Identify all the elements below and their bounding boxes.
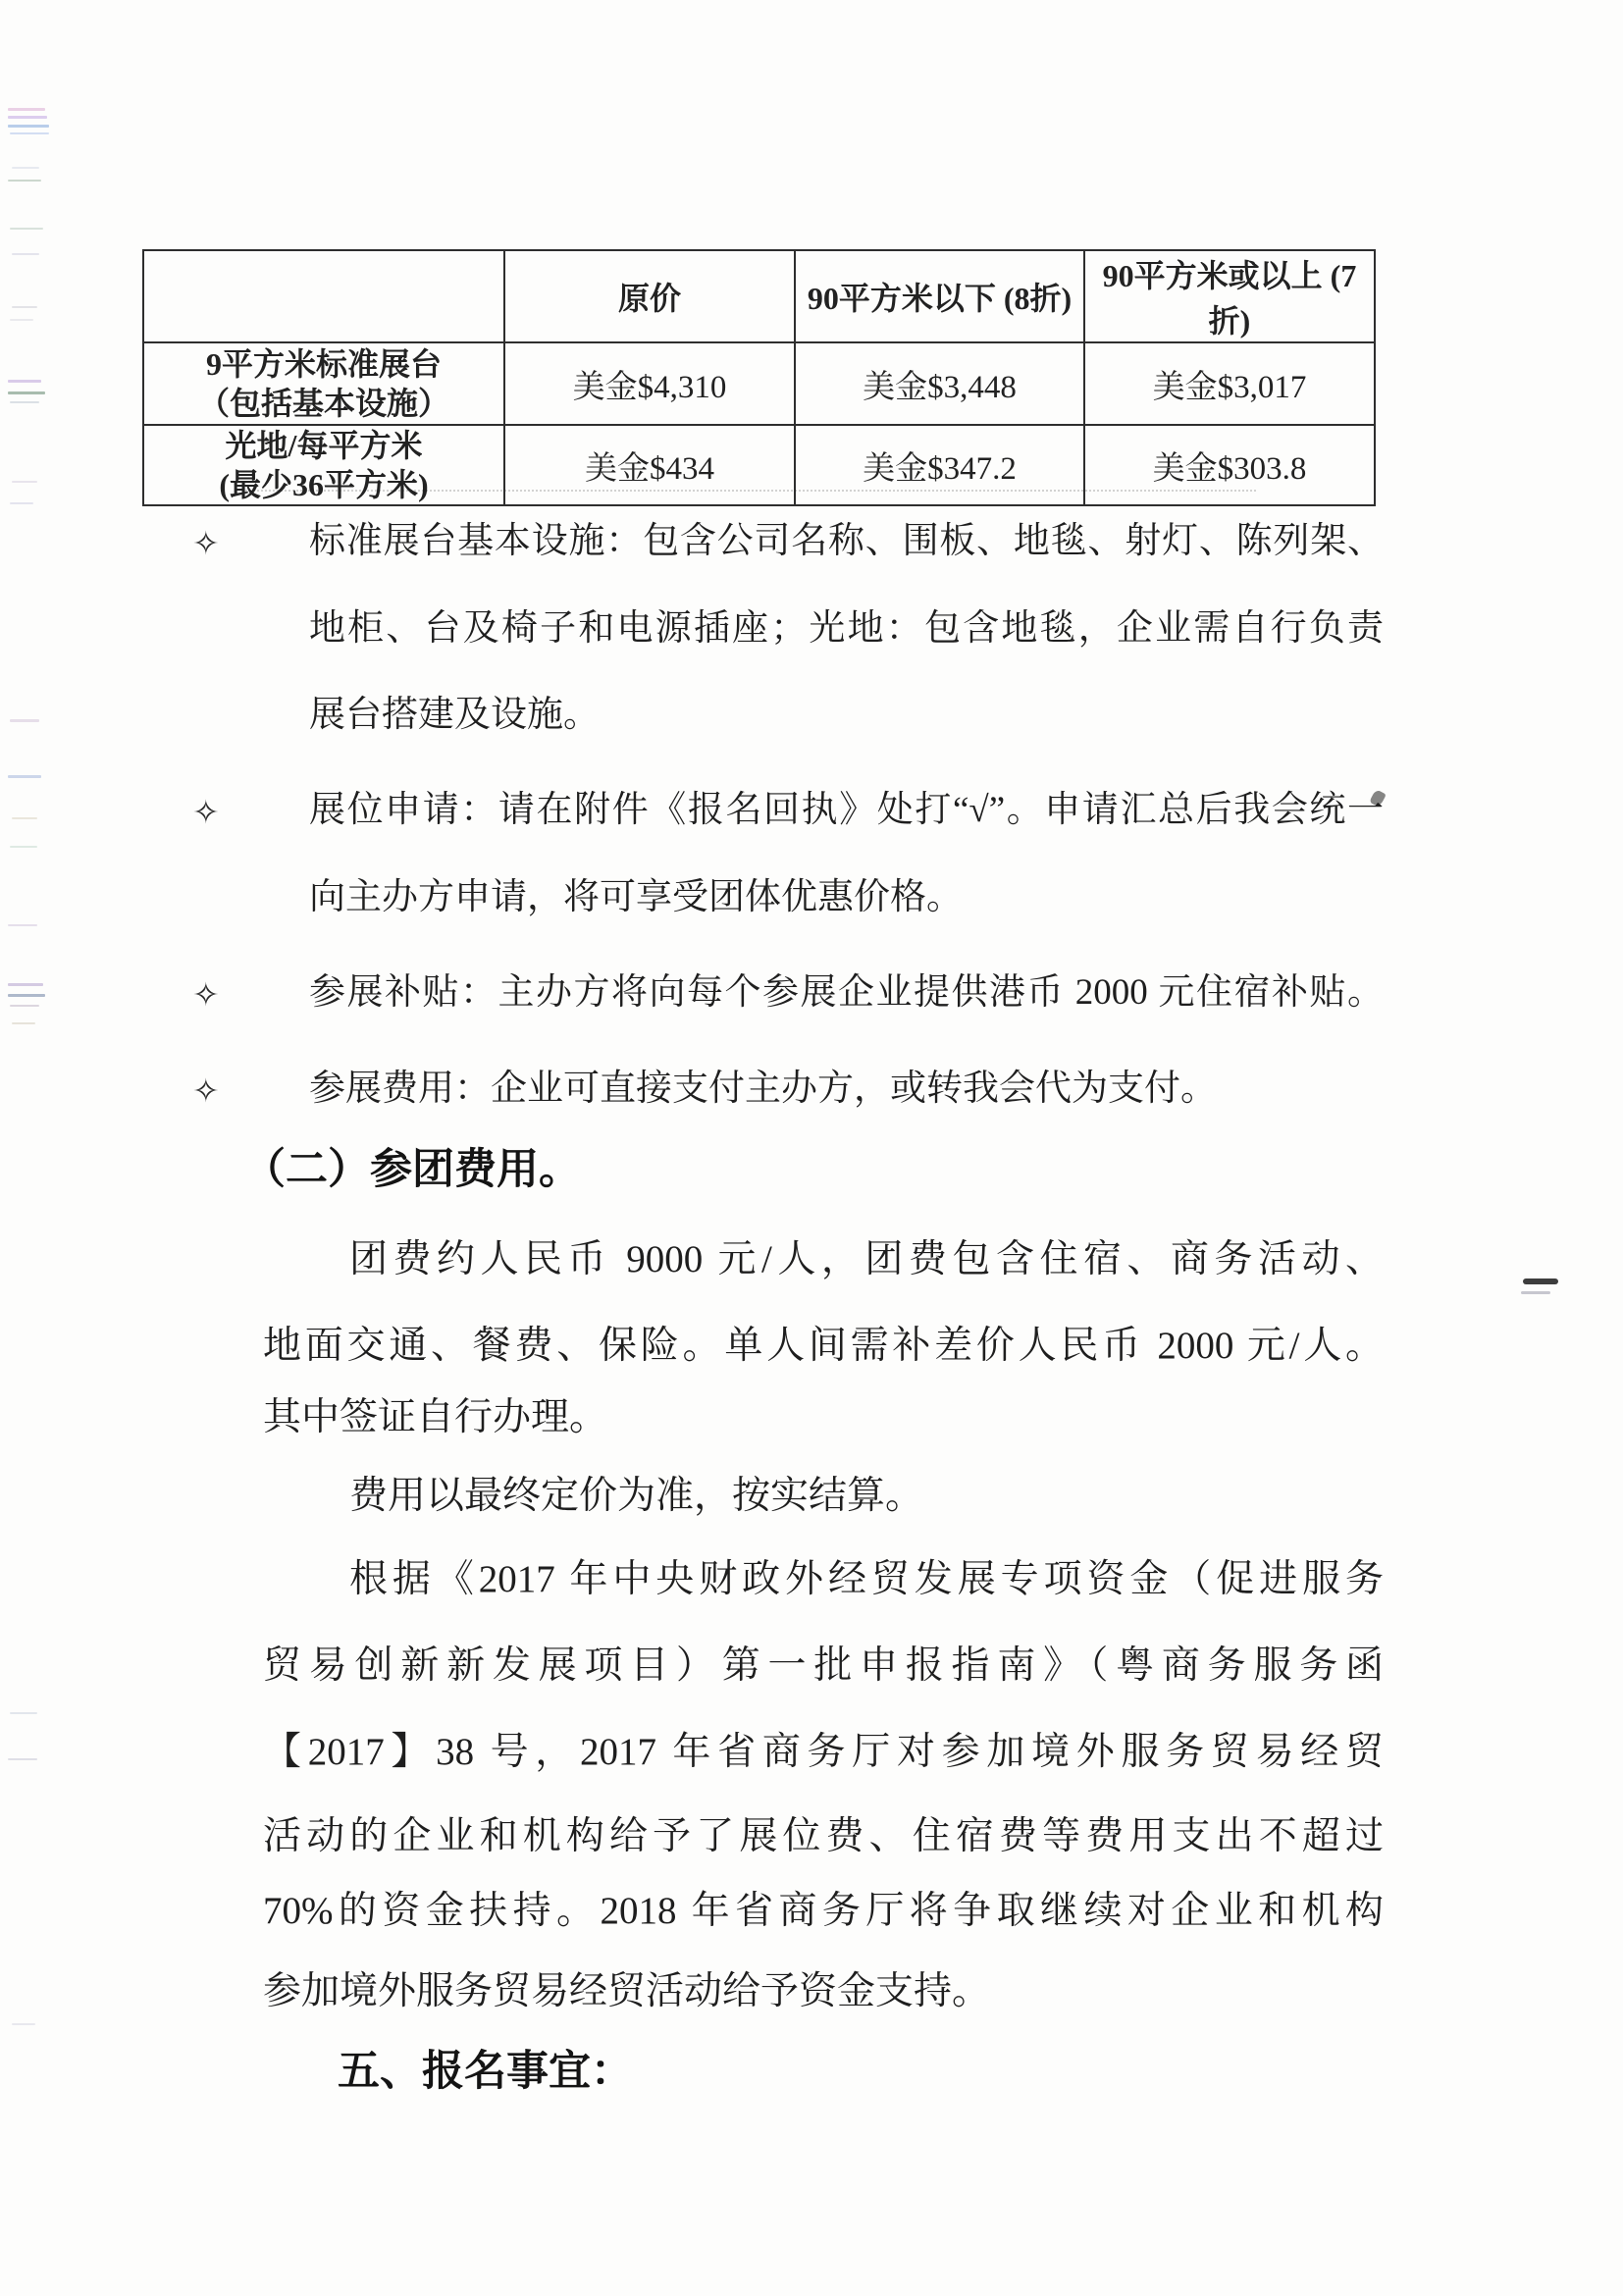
fee-paragraph-line1: 团费约人民币 9000 元/人，团费包含住宿、商务活动、 [349,1238,1384,1280]
header-cell-over-90sqm: 90平方米或以上 (7折) [1084,250,1375,342]
bullet-booth-application-line1: 展位申请：请在附件《报名回执》处打“√”。申请汇总后我会统一 [309,790,1384,830]
scan-artifact [12,167,39,169]
bullet-diamond-icon: ✧ [192,524,220,562]
table-row-raw-space [143,425,1375,505]
scan-artifact [8,983,43,986]
scan-artifact [10,132,49,134]
policy-paragraph-line3: 【2017】38 号，2017 年省商务厅对参加境外服务贸易经贸 [263,1731,1384,1773]
scan-artifact [8,116,47,119]
row-label-line1: 光地/每平方米 [225,428,423,463]
table-row-standard-booth [143,342,1375,425]
scan-artifact [10,228,43,230]
bullet-booth-application-line2: 向主办方申请，将可享受团体优惠价格。 [309,877,963,917]
cell-value: 美金$434 [504,425,795,505]
cell-value: 美金$4,310 [504,342,795,425]
table-header-row [143,250,1375,342]
policy-paragraph-line5: 70%的资金扶持。2018 年省商务厅将争取继续对企业和机构 [263,1890,1384,1932]
scan-artifact [12,253,39,255]
scan-artifact [8,108,45,111]
row-label-line2: （包括基本设施） [197,386,449,421]
scan-artifact [8,924,37,926]
bullet-payment-line: 参展费用：企业可直接支付主办方，或转我会代为支付。 [309,1069,1217,1109]
scan-artifact [10,1005,39,1007]
scan-artifact [10,319,33,321]
policy-paragraph-line4: 活动的企业和机构给予了展位费、住宿费等费用支出不超过 [263,1815,1384,1857]
scan-artifact [12,306,37,308]
scan-artifact [12,2023,35,2025]
header-cell-original-price: 原价 [504,250,795,342]
policy-paragraph-line6: 参加境外服务贸易经贸活动给予资金支持。 [263,1970,991,2012]
scan-mark-dash [1523,1278,1558,1284]
cell-value: 美金$3,017 [1084,342,1375,425]
bullet-subsidy-line: 参展补贴：主办方将向每个参展企业提供港币 2000 元住宿补贴。 [309,972,1384,1013]
cell-value: 美金$347.2 [795,425,1084,505]
scan-artifact [12,1022,35,1024]
scan-artifact [12,481,37,483]
section-heading-group-fee: （二）参团费用。 [243,1147,581,1193]
cell-value: 美金$303.8 [1084,425,1375,505]
header-cell-empty [143,250,504,342]
scan-artifact [10,846,37,848]
fee-settlement-line: 费用以最终定价为准，按实结算。 [349,1475,924,1517]
bullet-booth-facilities-line3: 展台搭建及设施。 [309,695,600,735]
scan-artifact [8,775,41,778]
scan-artifact [8,180,41,182]
policy-paragraph-line1: 根据《2017 年中央财政外经贸发展专项资金（促进服务 [349,1558,1384,1600]
bullet-diamond-icon: ✧ [192,1071,220,1110]
scan-artifact [10,401,39,403]
row-label-standard-booth [143,342,504,425]
scan-artifact [10,502,33,504]
cell-value: 美金$3,448 [795,342,1084,425]
scan-artifact [8,994,45,997]
scan-artifact [8,1758,37,1760]
policy-paragraph-line2: 贸易创新新发展项目）第一批申报指南》（粤商务服务函 [263,1644,1384,1687]
fee-paragraph-line2: 地面交通、餐费、保险。单人间需补差价人民币 2000 元/人。 [263,1325,1384,1367]
scan-artifact [8,391,45,394]
fee-paragraph-line3: 其中签证自行办理。 [263,1396,608,1438]
scan-mark-dash-echo [1521,1291,1550,1294]
bullet-booth-facilities-line1: 标准展台基本设施：包含公司名称、围板、地毯、射灯、陈列架、 [309,521,1384,561]
row-label-raw-space [143,425,504,505]
row-label-line2: (最少36平方米) [219,467,429,502]
bullet-diamond-icon: ✧ [192,793,220,831]
scan-artifact [8,125,49,128]
header-cell-under-90sqm: 90平方米以下 (8折) [795,250,1084,342]
scan-artifact [12,817,37,819]
pricing-table [142,249,1376,506]
row-label-line1: 9平方米标准展台 [205,346,442,382]
scan-artifact [10,719,39,722]
bullet-diamond-icon: ✧ [192,975,220,1014]
section-heading-signup: 五、报名事宜： [338,2049,633,2095]
scan-artifact [8,380,41,383]
scan-artifact [10,1712,37,1714]
bullet-booth-facilities-line2: 地柜、台及椅子和电源插座；光地：包含地毯，企业需自行负责 [309,608,1384,649]
